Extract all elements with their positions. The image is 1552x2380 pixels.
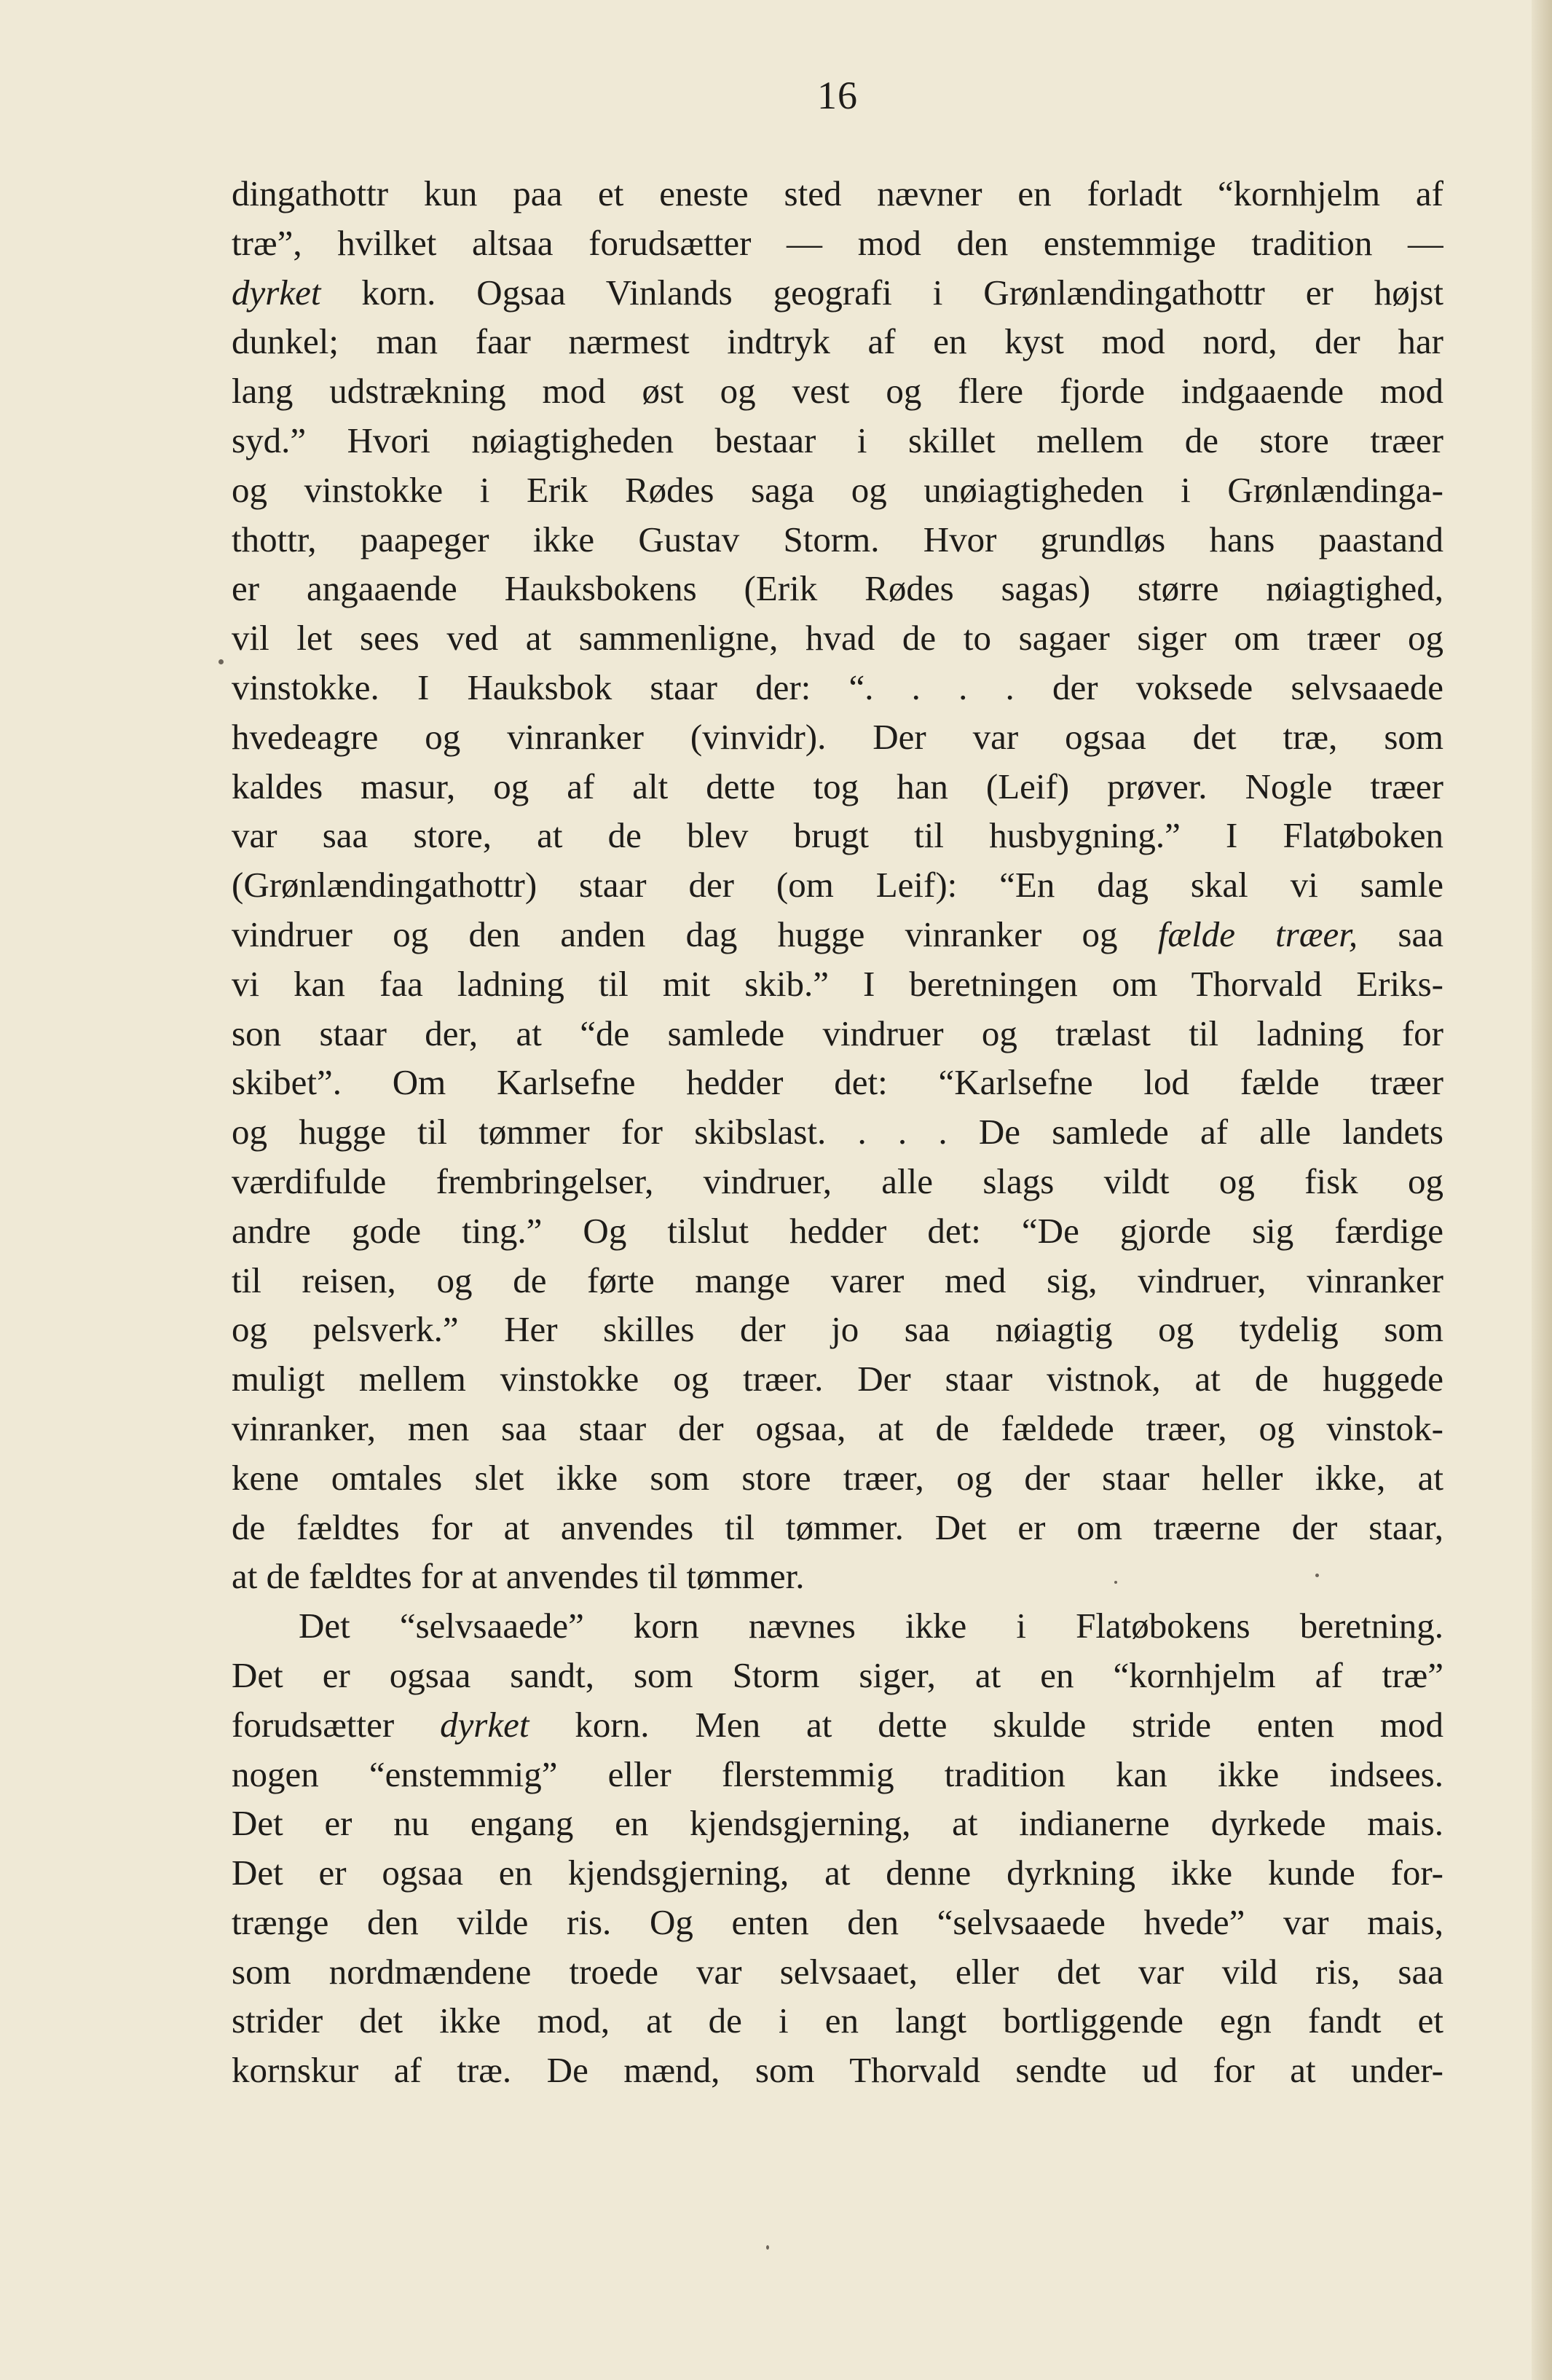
paper-speck [1114, 1581, 1117, 1584]
text-segment: korn. Ogsaa Vinlands geografi i Grønlændingathottr er højst [320, 272, 1443, 313]
text-line [232, 268, 1443, 318]
text-line: og vinstokke i Erik Rødes saga og unøiagtigheden i Grønlændinga- [232, 469, 1443, 510]
text-line: dunkel; man faar nærmest indtryk af en kyst mod nord, der har [232, 321, 1443, 362]
text-line [232, 910, 1443, 959]
text-line: vinstokke. I Hauksbok staar der: “. . . . der voksede selvsaaede [232, 667, 1443, 707]
text-line: lang udstrækning mod øst og vest og flere fjorde indgaaende mod [232, 371, 1443, 412]
text-segment: saa [1358, 914, 1443, 954]
text-line: hvedeagre og vinranker (vinvidr). Der var ogsaa det træ, som [232, 716, 1443, 757]
text-line: Det “selvsaaede” korn nævnes ikke i Flatøbokens beretning. [299, 1606, 1443, 1646]
text-segment: forudsætter [232, 1704, 441, 1745]
text-line: var saa store, at de blev brugt til husbygning.” I Flatøboken [232, 815, 1443, 856]
text-segment: vindruer og den anden dag hugge vinranker og [232, 914, 1158, 954]
body-text [232, 169, 1443, 2095]
text-line: de fældtes for at anvendes til tømmer. Det er om træerne der staar, [232, 1507, 1443, 1547]
text-line: kene omtales slet ikke som store træer, og der staar heller ikke, at [232, 1457, 1443, 1498]
text-line: nogen “enstemmig” eller flerstemmig tradition kan ikke indsees. [232, 1753, 1443, 1794]
paper-speck [218, 659, 224, 664]
text-line: (Grønlændingathottr) staar der (om Leif): “En dag skal vi samle [232, 865, 1443, 906]
text-line: strider det ikke mod, at de i en langt bortliggende egn fandt et [232, 2000, 1443, 2041]
text-line: andre gode ting.” Og tilslut hedder det: “De gjorde sig færdige [232, 1210, 1443, 1251]
text-line: kaldes masur, og af alt dette tog han (Leif) prøver. Nogle træer [232, 766, 1443, 806]
text-line: muligt mellem vinstokke og træer. Der staar vistnok, at de huggede [232, 1359, 1443, 1399]
paragraph [232, 1601, 1443, 2095]
text-line: Det er ogsaa sandt, som Storm siger, at en “kornhjelm af træ” [232, 1654, 1443, 1695]
page-edge-shadow [1532, 0, 1552, 2380]
text-line: Det er ogsaa en kjendsgjerning, at denne dyrkning ikke kunde for- [232, 1853, 1443, 1893]
page-number: 16 [817, 74, 858, 117]
text-line: Det er nu engang en kjendsgjerning, at indianerne dyrkede mais. [232, 1803, 1443, 1844]
text-line: skibet”. Om Karlsefne hedder det: “Karlsefne lod fælde træer [232, 1062, 1443, 1103]
text-line [232, 1700, 1443, 1750]
italic-text: dyrket [232, 272, 321, 313]
text-line: son staar der, at “de samlede vindruer og trælast til ladning for [232, 1013, 1443, 1053]
text-line: til reisen, og de førte mange varer med sig, vindruer, vinranker [232, 1260, 1443, 1300]
text-line: værdifulde frembringelser, vindruer, alle slags vildt og fisk og [232, 1160, 1443, 1201]
text-line: kornskur af træ. De mænd, som Thorvald sendte ud for at under- [232, 2050, 1443, 2091]
italic-text: fælde træer, [1157, 914, 1358, 954]
text-line: vil let sees ved at sammenligne, hvad de to sagaer siger om træer og [232, 618, 1443, 659]
text-line: og hugge til tømmer for skibslast. . . . De samlede af alle landets [232, 1112, 1443, 1152]
text-line: syd.” Hvori nøiagtigheden bestaar i skillet mellem de store træer [232, 420, 1443, 460]
text-line: at de fældtes for at anvendes til tømmer. [232, 1556, 805, 1597]
text-line: træ”, hvilket altsaa forudsætter — mod den enstemmige tradition — [232, 222, 1443, 263]
text-line: thottr, paapeger ikke Gustav Storm. Hvor grundløs hans paastand [232, 519, 1443, 559]
text-line: og pelsverk.” Her skilles der jo saa nøiagtig og tydelig som [232, 1309, 1443, 1350]
text-line: som nordmændene troede var selvsaaet, eller det var vild ris, saa [232, 1951, 1443, 1992]
text-segment: korn. Men at dette skulde stride enten mod [529, 1704, 1443, 1745]
text-line: trænge den vilde ris. Og enten den “selvsaaede hvede” var mais, [232, 1901, 1443, 1942]
paper-speck [1315, 1574, 1319, 1577]
text-line: vinranker, men saa staar der ogsaa, at de fældede træer, og vinstok- [232, 1407, 1443, 1448]
text-line: dingathottr kun paa et eneste sted nævner en forladt “kornhjelm af [232, 173, 1443, 213]
paper-speck [766, 2245, 769, 2250]
paragraph [232, 169, 1443, 1601]
text-line: er angaaende Hauksbokens (Erik Rødes sagas) større nøiagtighed, [232, 568, 1443, 609]
text-line: vi kan faa ladning til mit skib.” I beretningen om Thorvald Eriks- [232, 963, 1443, 1004]
italic-text: dyrket [440, 1704, 529, 1745]
